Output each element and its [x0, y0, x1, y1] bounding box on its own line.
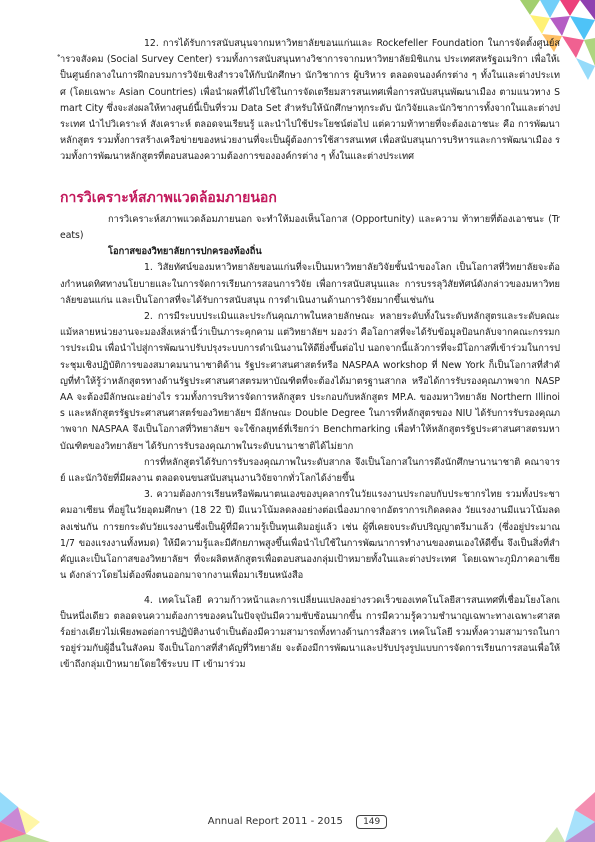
footer-label: Annual Report 2011 - 2015	[207, 816, 343, 827]
paragraph-12: 12. การได้รับการสนับสนุนจากมหาวิทยาลัยขอนแก่นและ Rockefeller Foundation ในการจัดตั้งศูนย์สำรวจสังคม (Social Survey Center) รวมทั้งการสนับสนุนทางวิชาการจากมหาวิทยาลัยมิชิแกน ประเทศสหรัฐอเมริกา เพื่อให้เป็นศูนย์กลางในการฝึกอบรมการวิจัยเชิงสำรวจให้กับนักศึกษา นักวิชาการ ผู้บริหาร ตลอดจนองค์กรต่าง ๆ ทั้งในและต่างประเทศ (โดยเฉพาะ Asian Countries) เพื่อนำผลที่ได้ไปใช้ในการจัดเตรียมสารสนเทศเพื่อการสนับสนุนพัฒนาเมือง ตามแนวทาง Smart City ซึ่งจะส่งผลให้ทางศูนย์นี้เป็นที่รวม Data Set สำหรับให้นักศึกษาทุกระดับ นักวิจัยและนักวิชาการทั้งจากในและต่างประเทศ นำไปวิเคราะห์ สังเคราะห์ ตลอดจนเรียนรู้ และนำไปใช้ประโยชน์ต่อไป แต่ความท้าทายที่จะต้องเอาชนะ คือ การพัฒนาหลักสูตร รวมทั้งการสร้างเครือข่ายของหน่วยงานที่จะเป็นผู้ต้องการใช้สารสนเทศ เพื่อสนับสนุนการบริหารและการพัฒนาเมือง รวมทั้งการพัฒนาหลักสูตรที่ตอบสนองความต้องการขององค์กรต่าง ๆ ทั้งในและต่างประเทศ	[60, 38, 560, 163]
paragraph-3: 3. ความต้องการเรียนหรือพัฒนาตนเองของบุคลากรในวัยแรงงานประกอบกับประชากรไทย รวมทั้งประชาคมอาเซียน ที่อยู่ในวัยอุดมศึกษา (18 22 ปี) มีแนวโน้มลดลงอย่างต่อเนื่องมากจากอัตราการเกิดลดลง วัยแรงงานมีแนวโน้มลดลงเช่นกัน การยกระดับวัยแรงงานซึ่งเป็นผู้ที่มีความรู้เป็นทุนเดิมอยู่แล้ว เช่น ผู้ที่เคยจบระดับปริญญาตรีมาแล้ว (ซึ่งอยู่ประมาณ 1/7 ของแรงงานทั้งหมด) ให้มีความรู้และมีศักยภาพสูงขึ้นเพื่อนำไปใช้ในการพัฒนาการทำงานของตนเองให้ดีขึ้น จึงเป็นสิ่งที่สำคัญและเป็นโอกาสของวิทยาลัยฯ ที่จะผลิตหลักสูตรเพื่อตอบสนองกลุ่มเป้าหมายทั้งในและต่างประเทศ โดยเฉพาะภูมิภาคอาเซียน ดังกล่าวโดยไม่ต้องพึ่งตนออกมาจากงานเพื่อมาเรียนหนังสือ	[60, 489, 560, 582]
corner-decoration-bottom-left	[0, 772, 80, 842]
page-number: 149	[356, 815, 387, 829]
paragraph-1: 1. วิสัยทัศน์ของมหาวิทยาลัยขอนแก่นที่จะเป็นมหาวิทยาลัยวิจัยชั้นนำของโลก เป็นโอกาสที่วิทยาลัยจะต้องกำหนดทิศทางนโยบายและในการจัดการเรียนการสอนการวิจัย เพื่อการสนับสนุนและ การบรรลุวิสัยทัศน์ดังกล่าวของมหาวิทยาลัยขอนแก่น และเป็นโอกาสที่จะได้รับการสนับสนุน การดำเนินงานด้านการวิจัยมากขึ้นเช่นกัน	[60, 262, 560, 306]
paragraph-2: 2. การมีระบบประเมินและประกันคุณภาพในหลายลักษณะ หลายระดับทั้งในระดับหลักสูตรและระดับคณะ แม้หลายหน่วยงานจะมองสิ่งเหล่านี้ว่าเป็นภาระคุกคาม แต่วิทยาลัยฯ มองว่า คือโอกาสที่จะได้รับข้อมูลป้อนกลับจากคณะกรรมการประเมิน เพื่อนำไปสู่การพัฒนาปรับปรุงระบบการดำเนินงานให้ดียิ่งขึ้นต่อไป นอกจากนี้แล้วการที่จะมีโอกาสที่เข้าร่วมในการประชุมเชิงปฏิบัติการของสมาคมนานาชาติด้าน รัฐประศาสนศาสตร์หรือ NASPAA workshop ที่ New York ก็เป็นโอกาสที่สำคัญที่ทำให้รู้ว่าหลักสูตรทางด้านรัฐประศาสนศาสตรมหาบัณฑิตที่จะต้องได้มาตรฐานสากล หรือได้การรับรองคุณภาพจาก NASPAA จะต้องมีลักษณะอย่างไร รวมทั้งการบริหารจัดการหลักสูตร ประกอบกับหลักสูตร MP.A. ของมหาวิทยาลัย Northern Illinois และหลักสูตรรัฐประศาสนศาสตร์ของวิทยาลัยฯ มีลักษณะ Double Degree ในการที่หลักสูตรของ NIU ได้รับการรับรองคุณภาพจาก NASPAA จึงเป็นโอกาสที่วิทยาลัยฯ จะใช้กลยุทธ์ที่เรียกว่า Benchmarking เพื่อทำให้หลักสูตรรัฐประศาสนศาสตรมหาบัณฑิตของวิทยาลัยฯ ได้รับการรับรองคุณภาพในระดับนานาชาติได้ไม่ยาก	[60, 311, 560, 452]
corner-decoration-bottom-right	[525, 782, 595, 842]
section-intro: การวิเคราะห์สภาพแวดล้อมภายนอก จะทำให้มองเห็นโอกาส (Opportunity) และความ ท้าทายที่ต้องเอาชนะ (Treats)	[60, 213, 560, 242]
subheading: โอกาสของวิทยาลัยการปกครองท้องถิ่น	[108, 246, 262, 258]
section-title: การวิเคราะห์สภาพแวดล้อมภายนอก	[60, 189, 277, 206]
footer	[0, 815, 595, 829]
paragraph-2b: การที่หลักสูตรได้รับการรับรองคุณภาพในระดับสากล จึงเป็นโอกาสในการดึงนักศึกษานานาชาติ คณาจารย์ และนักวิจัยที่มีผลงาน ตลอดจนขนสนับสนุนงานวิจัยจากทั่วโลกได้ง่ายขึ้น	[60, 456, 560, 485]
paragraph-4: 4. เทคโนโลยี ความก้าวหน้าและการเปลี่ยนแปลงอย่างรวดเร็วของเทคโนโลยีสารสนเทศที่เชื่อมโยงโลกเป็นหนึ่งเดียว ตลอดจนความต้องการของคนในปัจจุบันมีความซับซ้อนมากขึ้น การมีความรู้ความชำนาญเฉพาะทางเฉพาะศาสตร์อย่างเดียวไม่เพียงพอต่อการปฏิบัติงานจำเป็นต้องมีความสามารถทั้งทางด้านการสื่อสาร เทคโนโลยี รวมทั้งความสามารถในการอยู่ร่วมกับผู้อื่นในสังคม จึงเป็นโอกาสที่สำคัญที่วิทยาลัย จะต้องมีการพัฒนาและปรับปรุงรูปแบบการจัดการเรียนการสอนเพื่อให้เข้าถึงกลุ่มเป้าหมายโดยใช้ระบบ IT เข้ามาร่วม	[60, 594, 560, 671]
document-body	[60, 36, 560, 674]
